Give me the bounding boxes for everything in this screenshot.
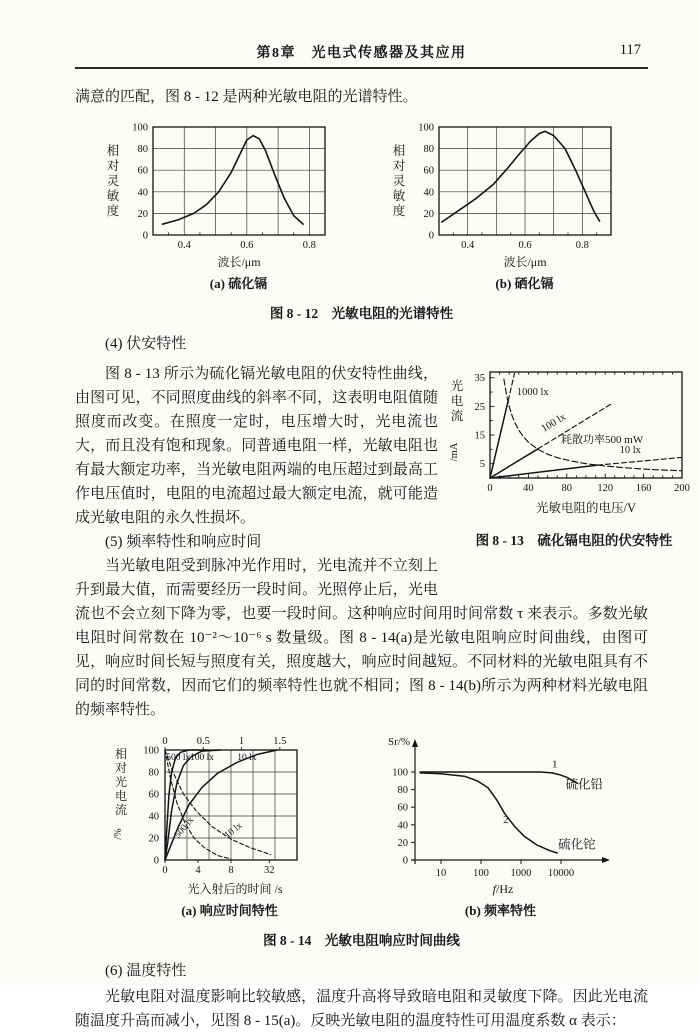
svg-text:40: 40 xyxy=(148,811,159,823)
svg-text:0: 0 xyxy=(402,855,408,867)
svg-text:对: 对 xyxy=(106,159,119,173)
svg-text:100 lx: 100 lx xyxy=(539,411,569,435)
page-number: 117 xyxy=(619,42,641,58)
svg-text:f/Hz: f/Hz xyxy=(492,882,513,896)
svg-text:敏: 敏 xyxy=(392,189,405,203)
svg-text:0: 0 xyxy=(161,736,168,747)
svg-text:20: 20 xyxy=(423,208,434,220)
svg-text:60: 60 xyxy=(397,802,408,814)
header-rule xyxy=(75,67,648,69)
subcaption-b: (b) 频率特性 xyxy=(464,903,537,918)
figure-8-14b xyxy=(365,732,615,919)
svg-text:500 lx: 500 lx xyxy=(165,752,190,763)
svg-text:1.5: 1.5 xyxy=(272,736,286,747)
heading-6: (6) 温度特性 xyxy=(105,963,187,979)
svg-text:100: 100 xyxy=(417,122,434,134)
svg-text:1000 lx: 1000 lx xyxy=(516,386,549,398)
svg-text:100: 100 xyxy=(131,122,148,134)
svg-text:100: 100 xyxy=(391,767,408,779)
svg-text:5: 5 xyxy=(479,459,485,471)
svg-text:1: 1 xyxy=(238,736,244,747)
svg-text:流: 流 xyxy=(450,409,464,423)
figure-8-13-caption: 图 8 - 13 硫化镉电阻的伏安特性 xyxy=(475,533,673,548)
response-time-chart xyxy=(109,732,351,898)
svg-text:20: 20 xyxy=(397,837,408,849)
figure-8-12-caption: 图 8 - 12 光敏电阻的光谱特性 xyxy=(269,306,454,321)
svg-text:灵: 灵 xyxy=(106,174,119,188)
svg-text:相: 相 xyxy=(392,144,405,158)
svg-text:20: 20 xyxy=(137,208,148,220)
svg-text:40: 40 xyxy=(137,187,148,199)
paragraph-intro: 满意的匹配，图 8 - 12 是两种光敏电阻的光谱特性。 xyxy=(75,89,418,105)
svg-text:500 lx: 500 lx xyxy=(172,815,196,841)
svg-text:60: 60 xyxy=(423,165,434,177)
figure-8-13 xyxy=(444,364,694,549)
svg-text:10 lx: 10 lx xyxy=(619,444,641,456)
svg-text:相: 相 xyxy=(106,144,119,158)
svg-text:35: 35 xyxy=(474,373,485,385)
spectral-chart-cdse xyxy=(379,121,631,271)
svg-text:光: 光 xyxy=(114,775,127,789)
svg-text:敏: 敏 xyxy=(106,189,119,203)
svg-text:4: 4 xyxy=(194,865,201,876)
svg-text:灵: 灵 xyxy=(392,174,405,188)
figure-8-12 xyxy=(75,121,648,322)
svg-text:20: 20 xyxy=(148,833,159,845)
paragraph-temperature: 光敏电阻对温度影响比较敏感，温度升高将导致暗电阻和灵敏度下降。因此光电流随温度升高而减小，见图 8 - 15(a)。反映光敏电阻的温度特性可用温度系数 α 表示： xyxy=(75,989,648,1029)
paragraph-response-time: 当光敏电阻受到脉冲光作用时，光电流并不立刻上升到最大值，而需要经历一段时间。光照停止后，光电流也不会立刻下降为零，也要一段时间。这种响应时间用时间常数 τ 来表示。多数光敏电阻时间常数在 10⁻²～10⁻⁶ s 数量级。图 8 - 14(a)是光敏电阻响应时间曲线，由图可见，响应时间长短与照度有关，照度越大，响应时间越短。不同材料的光敏电阻具有不同的时间常数，因而它们的频率特性也就不相同；图 8 - 14(b)所示为两种材料光敏电阻的频率特性。 xyxy=(75,558,648,718)
svg-text:硫化铅: 硫化铅 xyxy=(565,777,603,792)
svg-text:光入射后的时间 /s: 光入射后的时间 /s xyxy=(186,882,283,896)
svg-text:100: 100 xyxy=(142,745,159,757)
svg-text:相: 相 xyxy=(114,747,127,761)
svg-text:160: 160 xyxy=(635,483,652,494)
chapter-header: 第8章 光电式传感器及其应用 xyxy=(256,46,467,61)
svg-text:光敏电阻的电压/V: 光敏电阻的电压/V xyxy=(535,501,637,515)
svg-text:0: 0 xyxy=(161,865,168,876)
section-volt-ampere xyxy=(75,362,690,722)
svg-text:波长/μm: 波长/μm xyxy=(216,255,261,269)
spectral-chart-cds xyxy=(93,121,345,271)
svg-text:度: 度 xyxy=(106,204,119,218)
figure-8-14 xyxy=(75,732,648,949)
svg-text:32: 32 xyxy=(263,865,275,876)
svg-text:0: 0 xyxy=(487,483,493,494)
svg-text:耗散功率500 mW: 耗散功率500 mW xyxy=(561,433,644,446)
svg-text:80: 80 xyxy=(148,767,159,779)
volt-ampere-chart xyxy=(444,364,694,516)
svg-text:15: 15 xyxy=(474,430,485,442)
svg-text:对: 对 xyxy=(114,761,127,775)
svg-text:80: 80 xyxy=(397,785,408,797)
svg-text:80: 80 xyxy=(561,483,573,494)
svg-text:0.4: 0.4 xyxy=(177,240,191,251)
svg-text:1: 1 xyxy=(551,758,558,771)
svg-text:40: 40 xyxy=(397,820,408,832)
svg-text:80: 80 xyxy=(137,144,148,156)
heading-4: (4) 伏安特性 xyxy=(105,336,187,352)
svg-text:0.8: 0.8 xyxy=(302,240,316,251)
svg-text:1000: 1000 xyxy=(510,868,531,879)
svg-text:/%: /% xyxy=(112,828,124,840)
svg-text:60: 60 xyxy=(137,165,148,177)
svg-text:10000: 10000 xyxy=(547,868,574,879)
figure-8-12b xyxy=(379,121,631,292)
svg-text:/mA: /mA xyxy=(449,442,460,462)
svg-text:光: 光 xyxy=(450,379,464,393)
svg-text:电: 电 xyxy=(450,394,464,408)
svg-text:120: 120 xyxy=(597,483,614,494)
svg-text:电: 电 xyxy=(114,789,127,803)
figure-8-14-caption: 图 8 - 14 光敏电阻响应时间曲线 xyxy=(263,933,460,948)
svg-text:Sr/%: Sr/% xyxy=(387,736,410,748)
svg-text:200: 200 xyxy=(674,483,690,494)
figure-8-12a xyxy=(93,121,345,292)
svg-text:0.8: 0.8 xyxy=(575,240,589,251)
svg-text:0.6: 0.6 xyxy=(239,240,253,251)
svg-text:8: 8 xyxy=(227,865,234,876)
svg-text:10 lx: 10 lx xyxy=(222,821,244,841)
svg-text:100: 100 xyxy=(472,868,489,879)
svg-text:40: 40 xyxy=(523,483,534,494)
svg-text:10: 10 xyxy=(435,868,446,879)
svg-text:80: 80 xyxy=(423,144,434,156)
svg-text:60: 60 xyxy=(148,789,159,801)
svg-text:0.5: 0.5 xyxy=(196,736,210,747)
svg-text:波长/μm: 波长/μm xyxy=(502,255,547,269)
subcaption-a: (a) 响应时间特性 xyxy=(181,903,278,918)
svg-text:度: 度 xyxy=(392,204,405,218)
svg-text:10 lx: 10 lx xyxy=(236,752,256,763)
subcaption-a: (a) 硫化镉 xyxy=(209,276,268,291)
svg-text:0.4: 0.4 xyxy=(460,240,474,251)
frequency-chart xyxy=(365,732,615,898)
svg-text:0.6: 0.6 xyxy=(517,240,532,251)
svg-text:40: 40 xyxy=(423,187,434,199)
svg-text:0: 0 xyxy=(153,855,159,867)
svg-text:100 lx: 100 lx xyxy=(189,752,214,763)
svg-text:25: 25 xyxy=(474,401,485,413)
svg-text:对: 对 xyxy=(392,159,405,173)
heading-5: (5) 频率特性和响应时间 xyxy=(105,534,262,550)
svg-text:2: 2 xyxy=(502,814,509,827)
paragraph-volt-ampere: 图 8 - 13 所示为硫化镉光敏电阻的伏安特性曲线，由图可见，不同照度曲线的斜率不同，这表明电阻值随照度而改变。在照度一定时，电压增大时，光电流也大，而且没有饱和现象。同普通电阻一样，光敏电阻也有最大额定功率，当光敏电阻两端的电压超过到最高工作电压值时，电阻的电流超过最大额定电流，就可能造成光敏电阻的永久性损坏。 xyxy=(75,366,438,526)
figure-8-14a xyxy=(109,732,351,919)
svg-text:0: 0 xyxy=(142,230,148,242)
subcaption-b: (b) 硒化镉 xyxy=(495,276,554,291)
svg-text:0: 0 xyxy=(428,230,434,242)
svg-text:流: 流 xyxy=(114,803,127,817)
svg-text:硫化铊: 硫化铊 xyxy=(557,837,596,852)
